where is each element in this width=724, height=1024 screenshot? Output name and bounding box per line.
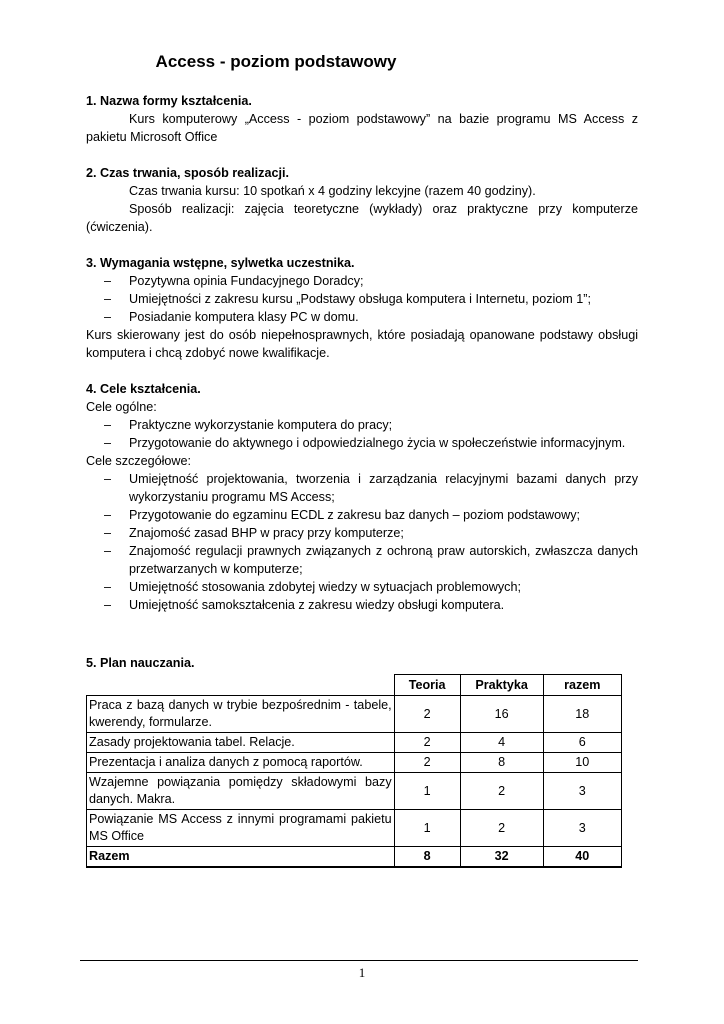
list-item: – Praktyczne wykorzystanie komputera do pracy; [104,418,393,432]
dash-bullet: – [104,292,112,306]
footer-divider [80,960,638,961]
section-4 [86,380,638,614]
section-1-heading: 1. Nazwa formy kształcenia. [86,94,252,108]
table-corner-cell [87,675,395,696]
teoria-cell: 2 [394,753,460,773]
list-item: – Umiejętność samokształcenia z zakresu wiedzy obsługi komputera. [104,598,505,612]
list-item: – Pozytywna opinia Fundacyjnego Doradcy; [104,274,364,288]
detailed-goals-label: Cele szczegółowe: [86,454,191,468]
total-praktyka-cell: 32 [460,847,543,868]
dash-bullet: – [104,544,112,558]
dash-bullet: – [104,526,112,540]
table-row [87,810,622,847]
razem-cell: 6 [543,733,621,753]
list-item: – Przygotowanie do egzaminu ECDL z zakresu baz danych – poziom podstawowy; [104,508,581,522]
list-item: – Umiejętności z zakresu kursu „Podstawy obsługa komputera i Internetu, poziom 1”; [104,292,591,306]
table-total-row [87,847,622,868]
table-row [87,733,622,753]
column-header-praktyka: Praktyka [460,675,543,696]
list-item: – Znajomość regulacji prawnych związanych z ochroną praw autorskich, zwłaszcza danych przetwarzanych w komputerze; [104,544,638,576]
dash-bullet: – [104,598,112,612]
razem-cell: 3 [543,773,621,810]
dash-bullet: – [104,436,112,450]
teoria-cell: 2 [394,696,460,733]
section-1 [86,92,638,146]
topic-cell: Wzajemne powiązania pomiędzy składowymi bazy danych. Makra. [87,773,395,810]
praktyka-cell: 16 [460,696,543,733]
praktyka-cell: 4 [460,733,543,753]
teoria-cell: 1 [394,810,460,847]
topic-cell: Praca z bazą danych w trybie bezpośrednim - tabele, kwerendy, formularze. [87,696,395,733]
praktyka-cell: 8 [460,753,543,773]
total-label-cell: Razem [87,847,395,868]
section-2 [86,164,638,236]
section-3-text: Kurs skierowany jest do osób niepełnosprawnych, które posiadają opanowane podstawy obsługi komputera i chcą zdobyć nowe kwalifikacje. [86,328,638,360]
praktyka-cell: 2 [460,810,543,847]
section-5 [86,654,638,672]
general-goals-list [86,416,638,452]
page-number: 1 [358,965,366,980]
table-row [87,753,622,773]
requirements-list [86,272,638,326]
page-title: Access - poziom podstawowy [155,52,397,71]
section-2-method: Sposób realizacji: zajęcia teoretyczne (wykłady) oraz praktyczne przy komputerze (ćwiczenia). [86,202,638,234]
praktyka-cell: 2 [460,773,543,810]
table-row [87,773,622,810]
table-header-row [87,675,622,696]
total-razem-cell: 40 [543,847,621,868]
section-2-duration: Czas trwania kursu: 10 spotkań x 4 godziny lekcyjne (razem 40 godziny). [129,184,536,198]
razem-cell: 3 [543,810,621,847]
razem-cell: 10 [543,753,621,773]
dash-bullet: – [104,310,112,324]
topic-cell: Zasady projektowania tabel. Relacje. [87,733,395,753]
list-item: – Przygotowanie do aktywnego i odpowiedzialnego życia w społeczeństwie informacyjnym. [104,436,626,450]
dash-bullet: – [104,274,112,288]
list-item: – Posiadanie komputera klasy PC w domu. [104,310,359,324]
section-5-heading: 5. Plan nauczania. [86,656,195,670]
total-teoria-cell: 8 [394,847,460,868]
razem-cell: 18 [543,696,621,733]
section-4-heading: 4. Cele kształcenia. [86,382,201,396]
section-3-heading: 3. Wymagania wstępne, sylwetka uczestnika. [86,256,355,270]
teoria-cell: 2 [394,733,460,753]
column-header-teoria: Teoria [394,675,460,696]
list-item: – Umiejętność stosowania zdobytej wiedzy w sytuacjach problemowych; [104,580,521,594]
dash-bullet: – [104,472,112,486]
curriculum-table [86,674,622,868]
teoria-cell: 1 [394,773,460,810]
dash-bullet: – [104,418,112,432]
section-1-text: Kurs komputerowy „Access - poziom podstawowy” na bazie programu MS Access z pakietu Microsoft Office [86,112,638,144]
list-item: – Umiejętność projektowania, tworzenia i zarządzania relacyjnymi bazami danych przy wykorzystaniu programu MS Access; [104,472,638,504]
general-goals-label: Cele ogólne: [86,400,157,414]
list-item: – Znajomość zasad BHP w pracy przy komputerze; [104,526,404,540]
dash-bullet: – [104,508,112,522]
section-3 [86,254,638,362]
topic-cell: Prezentacja i analiza danych z pomocą raportów. [87,753,395,773]
detailed-goals-list [86,470,638,614]
topic-cell: Powiązanie MS Access z innymi programami pakietu MS Office [87,810,395,847]
section-2-heading: 2. Czas trwania, sposób realizacji. [86,166,289,180]
table-row [87,696,622,733]
column-header-razem: razem [543,675,621,696]
dash-bullet: – [104,580,112,594]
